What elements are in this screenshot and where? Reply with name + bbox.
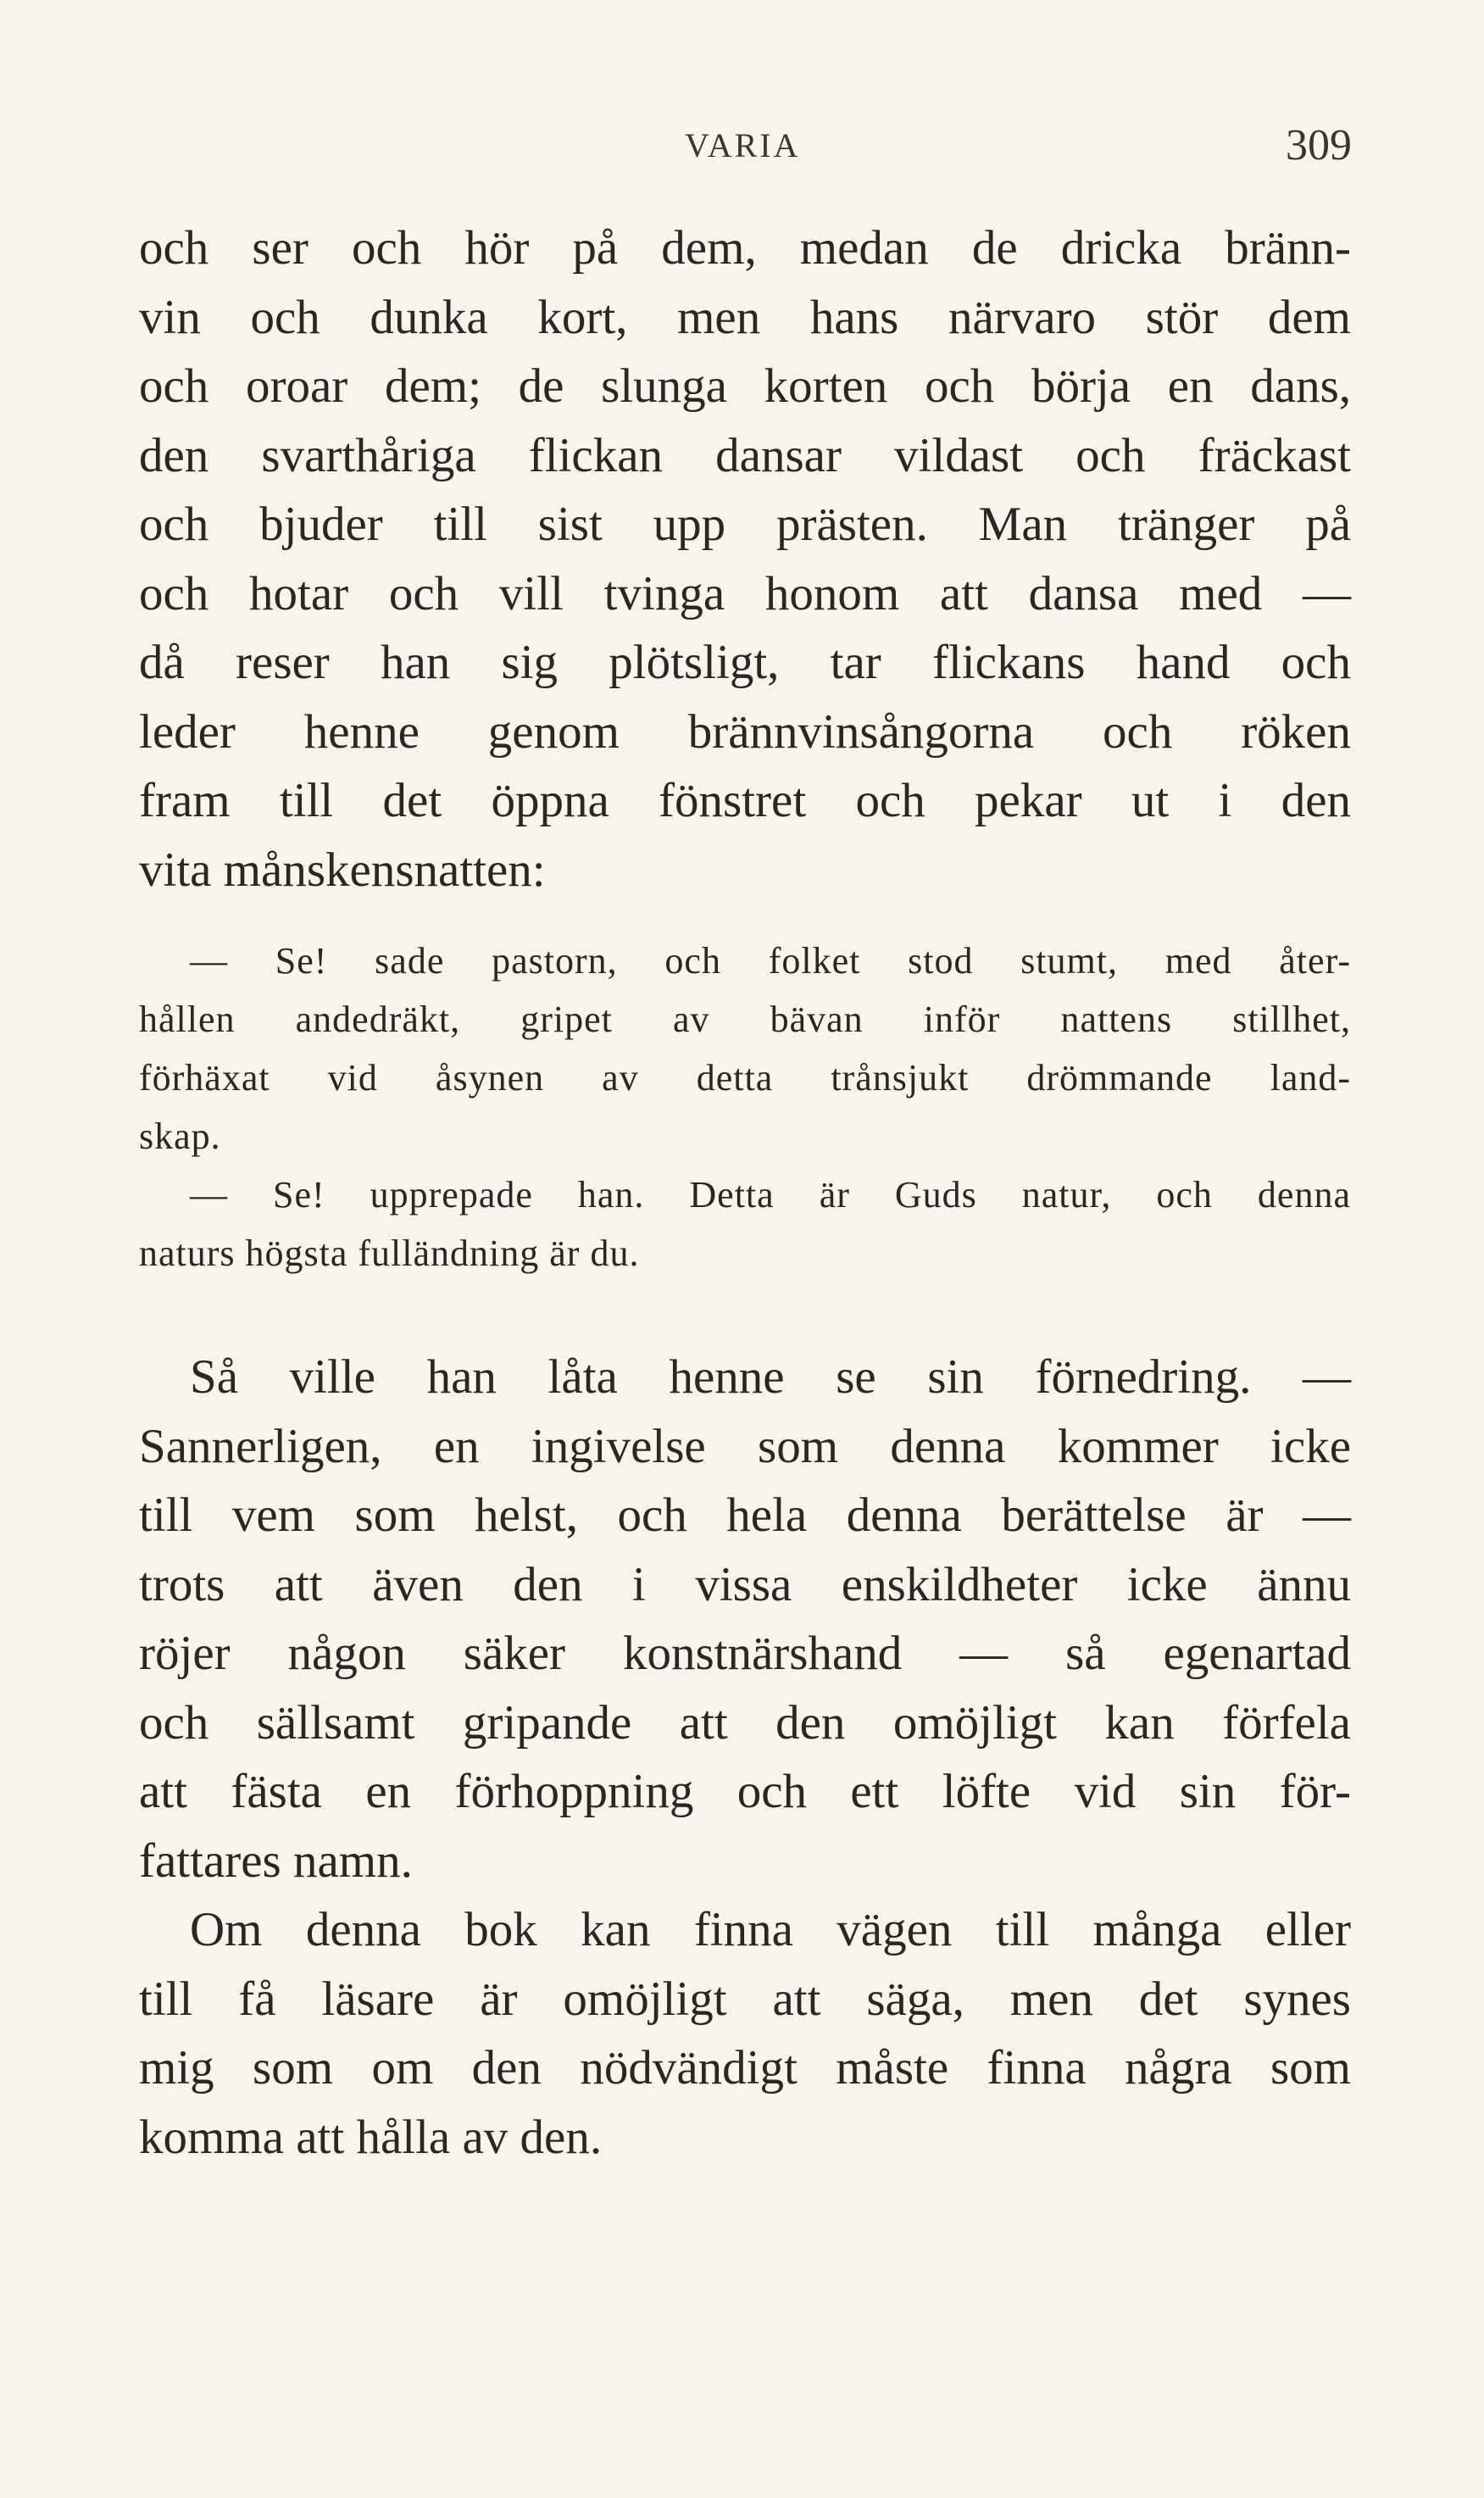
paragraph-1: [139, 214, 1351, 904]
text-line: mig som om den nödvändigt måste finna några som: [139, 2041, 1351, 2095]
text-line: Om denna bok kan finna vägen till många eller: [190, 1903, 1351, 1956]
quote-line: naturs högsta fulländning är du.: [139, 1232, 640, 1274]
quoted-passage: [139, 932, 1351, 1282]
text-line: och bjuder till sist upp prästen. Man tränger på: [139, 498, 1351, 551]
quote-line: förhäxat vid åsynen av detta trånsjukt drömmande land-: [139, 1057, 1351, 1099]
text-line: och hotar och vill tvinga honom att dansa med —: [139, 566, 1351, 620]
text-line: och ser och hör på dem, medan de dricka bränn-: [139, 221, 1351, 275]
text-line: Sannerligen, en ingivelse som denna kommer icke: [139, 1419, 1351, 1473]
paragraph-2: [139, 1343, 1351, 1895]
text-line: komma att hålla av den.: [139, 2110, 603, 2164]
text-line: leder henne genom brännvinsångorna och röken: [139, 704, 1351, 759]
text-line: trots att även den i vissa enskildheter icke ännu: [139, 1557, 1351, 1611]
paragraph-3: [139, 1895, 1351, 2172]
text-line: till få läsare är omöjligt att säga, men det synes: [139, 1972, 1351, 2026]
quote-line: skap.: [139, 1115, 221, 1157]
quote-line: — Se! upprepade han. Detta är Guds natur, och denna: [190, 1174, 1351, 1216]
text-line: att fästa en förhoppning och ett löfte vid sin för-: [139, 1765, 1351, 1818]
running-title: VARIA: [685, 126, 801, 164]
quote-line: hållen andedräkt, gripet av bävan inför nattens stillhet,: [139, 999, 1351, 1040]
text-line: röjer någon säker konstnärshand — så egenartad: [139, 1627, 1351, 1680]
text-line: vin och dunka kort, men hans närvaro stör dem: [139, 290, 1351, 344]
text-line: fram till det öppna fönstret och pekar ut i den: [139, 774, 1351, 827]
quote-line: — Se! sade pastorn, och folket stod stumt, med åter-: [190, 940, 1351, 982]
text-line: Så ville han låta henne se sin förnedring. —: [190, 1350, 1351, 1404]
text-line: och sällsamt gripande att den omöjligt kan förfela: [139, 1695, 1351, 1750]
text-line: vita månskensnatten:: [139, 843, 546, 897]
text-line: den svarthåriga flickan dansar vildast och fräckast: [139, 428, 1351, 482]
text-line: till vem som helst, och hela denna berättelse är —: [139, 1488, 1351, 1542]
text-line: då reser han sig plötsligt, tar flickans hand och: [139, 636, 1351, 689]
text-line: fattares namn.: [139, 1833, 413, 1888]
running-head: [0, 121, 1484, 176]
text-line: och oroar dem; de slunga korten och börja en dans,: [139, 359, 1351, 413]
page-number: 309: [1286, 121, 1352, 170]
